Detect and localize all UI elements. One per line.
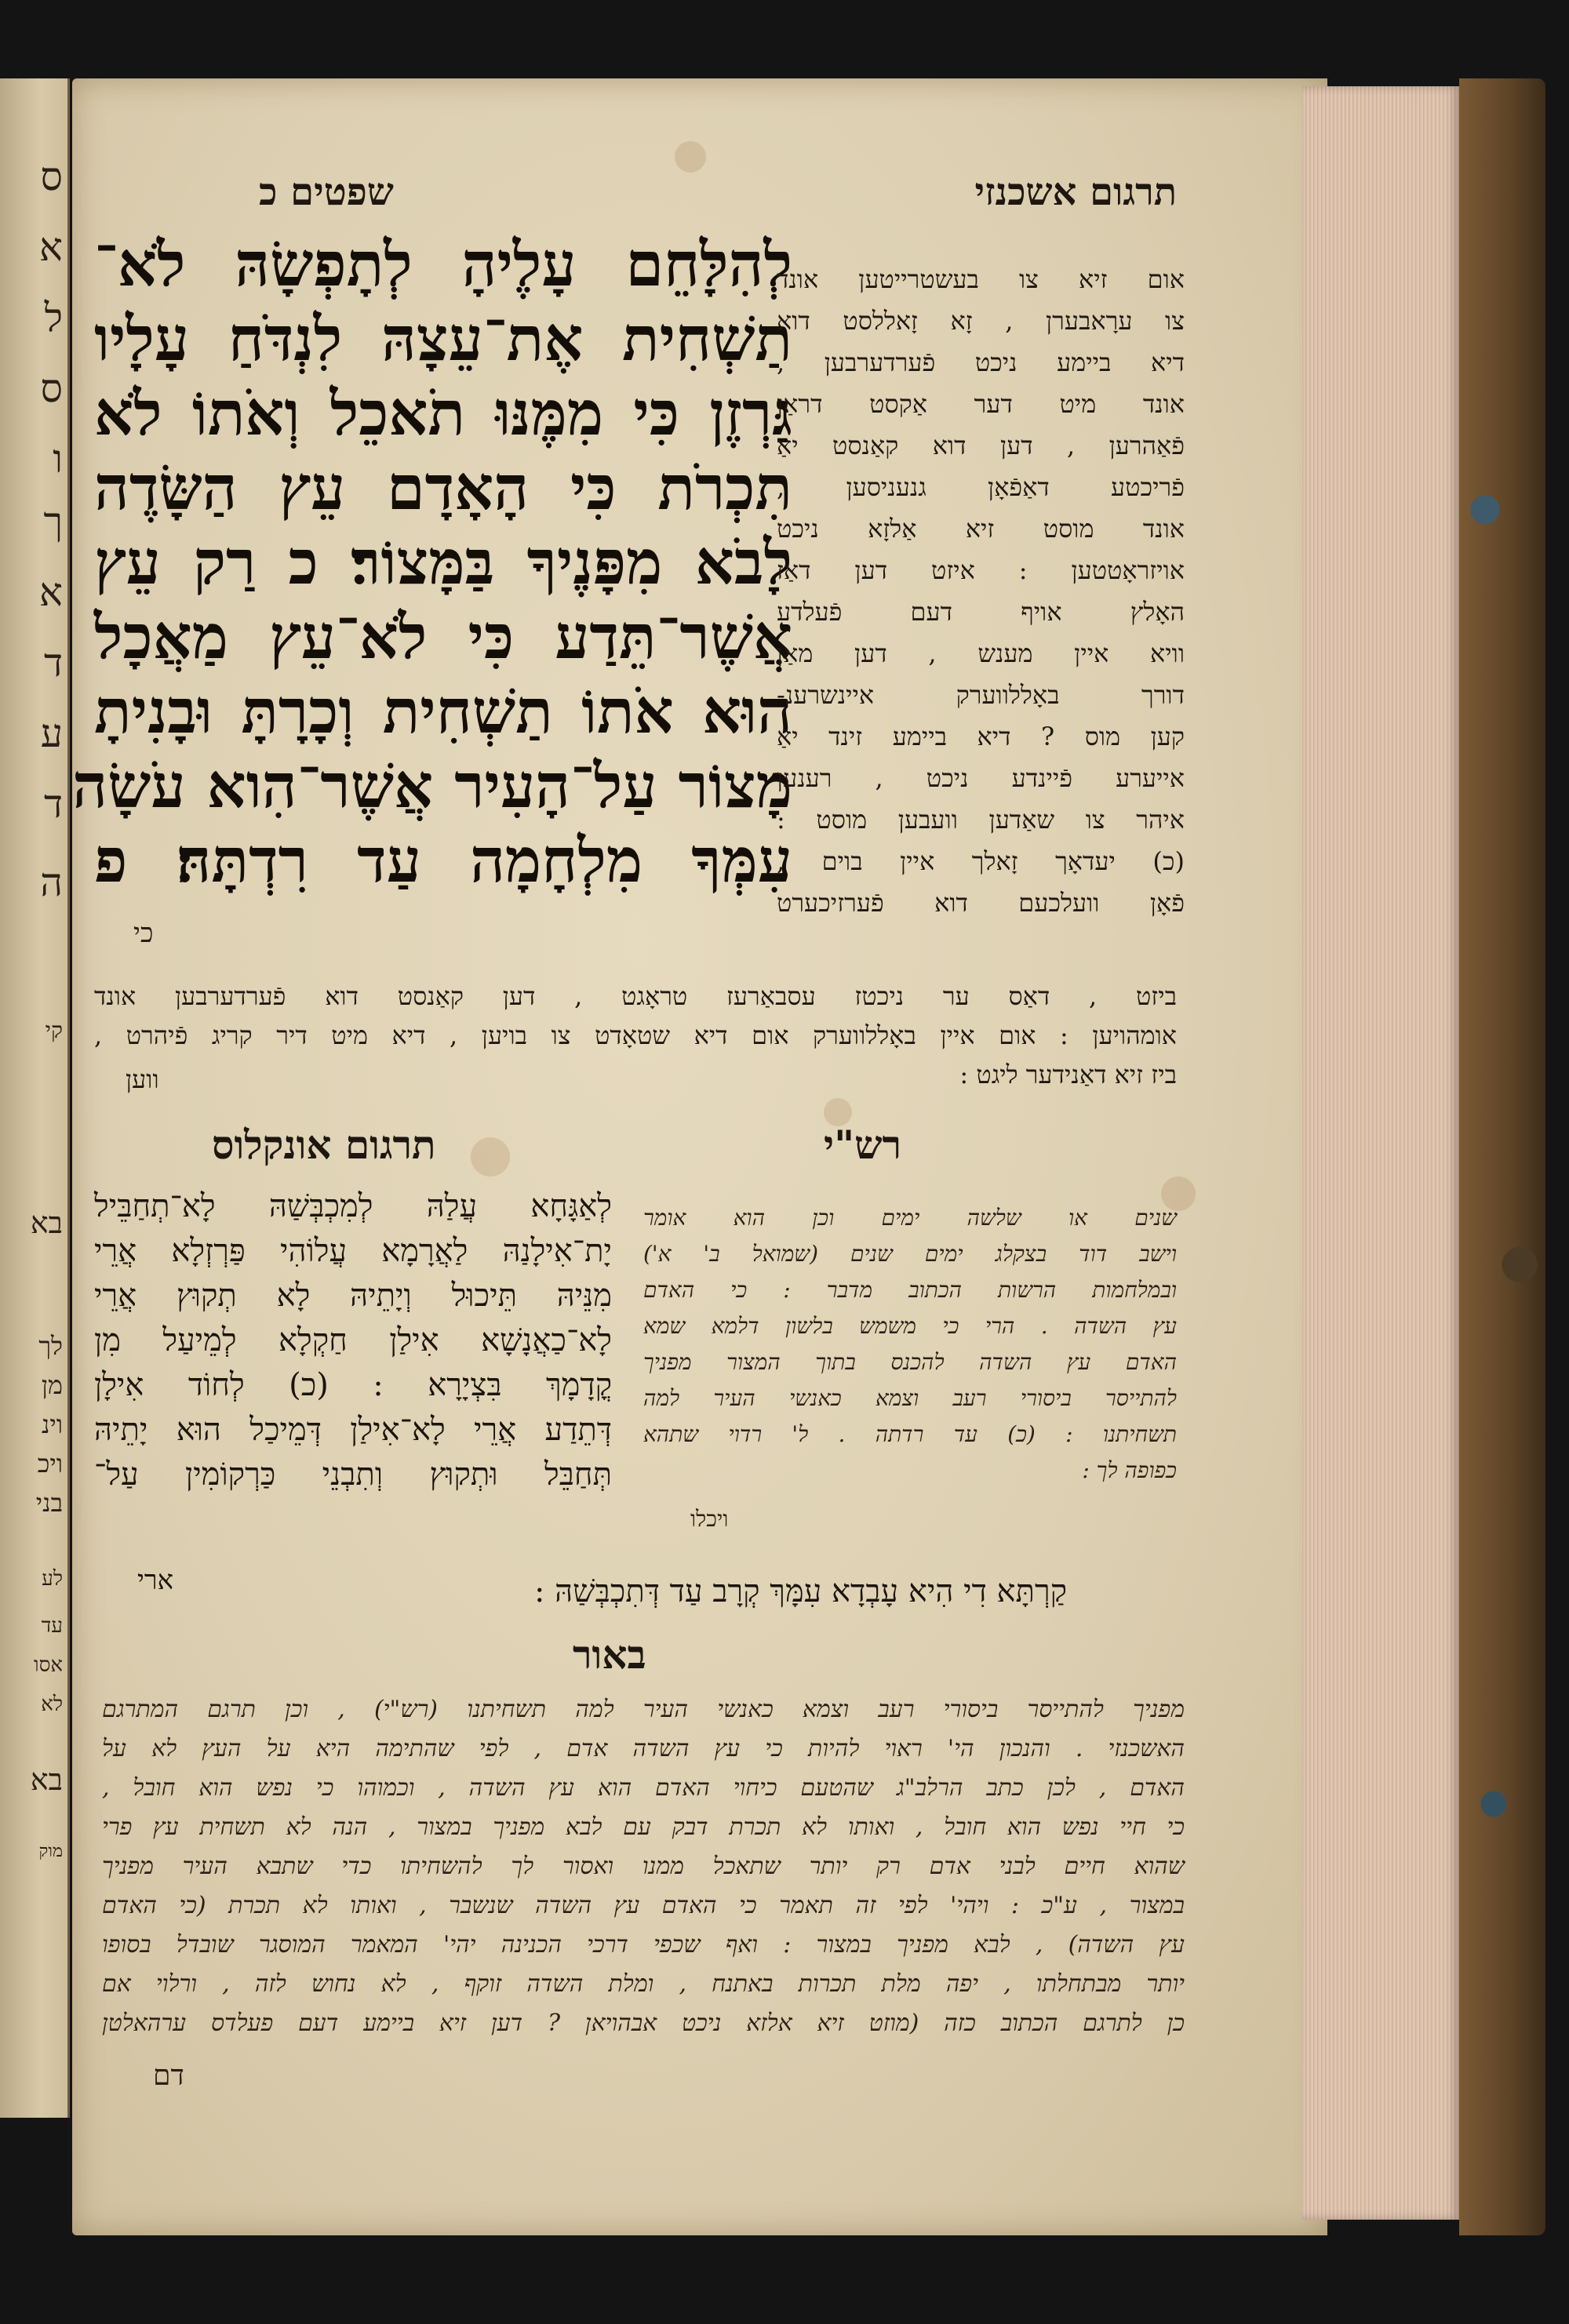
hebrew-line: עִמְּךָ מִלְחָמָה עַד רִדְתָּהּ׃ פ <box>94 825 792 897</box>
targum-full-line: ביז זיא דאַנידער ליגט : <box>959 1060 1177 1089</box>
targum-onkelos <box>94 1184 612 1577</box>
hebrew-line: אֲשֶׁר־תֵּדַע כִּי לֹא־עֵץ מַאֲכָל <box>94 602 792 673</box>
biur-line: במצור , ע"כ : ויהי' לפי זה תאמר כי האדם עץ השדה שנשבר , ואותו לא תכרת (כי האדם <box>102 1892 1185 1919</box>
targum-full-line: אומהויען : אום איין באָללווערק אום דיא שטאָדט צו בויען , דיא מיט דיר קריג פֿיהרט , <box>94 1020 1177 1050</box>
running-head <box>102 165 1185 220</box>
hebrew-line: גַּרְזֶן כִּי מִמֶּנּוּ תֹאכֵל וְאֹתוֹ לֹא <box>94 378 793 449</box>
biur-line: שהוא חיים לבני אדם רק יותר שתאכל ממנו ואסור לך להשחיתו כדי שתבא העיר מפניך <box>102 1853 1185 1880</box>
edge-char: בא <box>30 1206 63 1240</box>
targum-line: אונד מוסט זיא אַלזָא ניכט <box>777 514 1185 544</box>
onkelos-line: יָת־אִילָנַהּ לַאֲרָמָא עֲלוֹהִי פַּרְזְלָא אֲרֵי <box>94 1233 612 1269</box>
edge-char: א <box>38 569 63 615</box>
edge-char: לך <box>38 1331 63 1361</box>
rashi-heading: רש"י <box>824 1122 902 1168</box>
onkelos-line: קֳדָמָךְ בִּצְיָרָא : (כ) לְחוֹד אִילָן <box>94 1367 612 1403</box>
targum-line: (כ) יעדאָך זָאלך איין בוים , <box>777 846 1185 876</box>
targum-line: פֿאַהרען , דען דוא קאַנסט יאַ <box>777 431 1185 460</box>
edge-char: מן <box>41 1370 63 1400</box>
rashi-line: האדם עץ השדה להכנס בתוך המצור מפניך <box>643 1349 1177 1375</box>
edge-char: קי <box>45 1017 63 1043</box>
onkelos-continuation: קַרְתָּא דִי הִיא עָבְדָא עִמָּךְ קְרָב עַד דְּתִכְבְּשַׁהּ : <box>533 1573 1067 1609</box>
biur-commentary <box>102 1690 1185 2082</box>
edge-char: ע <box>40 711 63 756</box>
onkelos-line: לָא־כַאֲנָשָׁא אִילַן חַקְלָא לְמֵיעַל מִן <box>94 1322 612 1358</box>
onkelos-heading: תרגום אונקלוס <box>212 1122 436 1168</box>
rashi-line: עץ השדה . הרי כי משמש בלשון דלמא שמא <box>643 1313 1177 1339</box>
targum-full-line: ביזט , דאַס ער ניכטז עסבאַרעז טראָגט , דען קאַנסט דוא פֿערדערבען אונד <box>94 981 1178 1011</box>
biur-line: האשכנזי . והנכון הי' ראוי להיות כי עץ השדה אדם , לפי שהתימה היא על העץ לא על <box>102 1735 1185 1762</box>
edge-char: ד <box>43 640 63 686</box>
edge-char: בני <box>35 1488 63 1518</box>
edge-char: עד <box>41 1614 63 1638</box>
biur-line: מפניך להתייסר ביסורי רעב וצמא כאנשי העיר למה תשחיתנו (רש"י) , וכן תרגם המתרגם <box>102 1696 1185 1723</box>
rashi-line: וישב דוד בצקלג ימים שנים (שמואל ב' א') <box>643 1241 1177 1267</box>
edge-char: ך <box>43 499 63 544</box>
onkelos-line: לְאַגָּחָא עֲלַהּ לְמִכְבְּשַׁהּ לָא־תְחַבֵּיל <box>94 1188 612 1224</box>
edge-char: ה <box>40 860 63 905</box>
edge-char: אסו <box>33 1653 63 1677</box>
onkelos-line: דְּתֵדַע אֲרֵי לָא־אִילַן דְּמֵיכַל הוּא יָתֵיהּ <box>94 1412 612 1448</box>
edge-char: בא <box>30 1762 63 1797</box>
targum-line: דורך באָללווערק איינשרענ- <box>777 680 1185 710</box>
page-block-edge <box>1302 86 1459 2220</box>
header-targum-title: תרגום אשכנזי <box>974 170 1177 214</box>
edge-char: ס <box>40 366 63 411</box>
targum-line: קען מוס ? דיא ביימע זינד יאַ <box>777 722 1185 751</box>
targum-line: וויא איין מענש , דען מאַן <box>777 638 1185 668</box>
targum-line: אויזראָטטען : איזט דען דאַז <box>777 555 1185 585</box>
biur-line: האדם , לכן כתב הרלב"ג שהטעם כיחוי האדם הוא עץ השדה , וכמוהו כי נפש הוא חובל , <box>102 1774 1185 1802</box>
onkelos-catchword: ארי <box>137 1565 174 1596</box>
previous-page-edge <box>0 78 70 2118</box>
signature-mark: דם <box>153 2060 184 2092</box>
targum-ashkenazi-column <box>777 259 1185 980</box>
targum-line: צו ערָאבערן , זָא זָאללסט דוא <box>777 306 1185 336</box>
targum-line: האָלץ אויף דעם פֿעלדע <box>777 597 1185 627</box>
biur-line: כן לתרגם הכתוב כזה (מוזט זיא אלזא ניכט אבהויאן ? דען זיא ביימע דעם פעלדס ערהאלטן <box>102 2009 1185 2037</box>
edge-char: א <box>38 224 63 270</box>
hebrew-line: לְהִלָּחֵם עָלֶיהָ לְתָפְשָׂהּ לֹא־ <box>94 229 792 300</box>
targum-line: אום זיא צו בעשטרייטען אונד <box>777 264 1185 294</box>
biur-line: כי חיי נפש הוא חובל , ואותו לא תכרת דבק עם לבא מפניך במצור , הנה לא תשחית עץ פרי <box>102 1813 1185 1841</box>
header-book-chapter: שפטים כ <box>259 170 394 214</box>
edge-char: מוק <box>38 1842 63 1861</box>
targum-line: דיא ביימע ניכט פֿערדערבען , <box>777 347 1185 377</box>
rashi-line: כפופה לך : <box>1082 1457 1177 1483</box>
onkelos-line: תְּחַבֵּל וּתְקוּץ וְתִבְנֵי כַּרְקוֹמִין עַל־ <box>94 1457 612 1493</box>
foxing-stain <box>471 1137 510 1177</box>
targum-line: פֿריכטע דאַפֿאָן גנעניסען , <box>777 472 1185 502</box>
targum-line: אייערע פֿיינדע ניכט , רענען <box>777 763 1185 793</box>
marbled-cover <box>1459 78 1545 2235</box>
targum-catchword: ווען <box>126 1064 159 1094</box>
hebrew-line: מָצוֹר עַל־הָעִיר אֲשֶׁר־הִוא עֹשָׂה <box>72 751 792 822</box>
hebrew-line: הוּא אֹתוֹ תַשְׁחִית וְכָרָתָּ וּבָנִיתָ <box>94 676 792 747</box>
edge-char: לע <box>42 1567 63 1591</box>
hebrew-text-block <box>72 227 793 980</box>
rashi-commentary <box>643 1200 1177 1529</box>
hebrew-catchword: כי <box>133 918 154 949</box>
rashi-line: תשחיתנו : (כ) עד רדתה . ל' רדוי שתהא <box>643 1421 1177 1447</box>
rashi-line: ובמלחמות הרשות הכתוב מדבר : כי האדם <box>643 1277 1177 1303</box>
biur-heading: באור <box>573 1631 646 1678</box>
edge-char: ס <box>40 154 63 199</box>
hebrew-line: תַשְׁחִית אֶת־עֵצָהּ לִנְדֹּחַ עָלָיו <box>94 304 792 375</box>
edge-char: ויכ <box>37 1449 63 1478</box>
targum-line: פֿאָן וועלכעם דוא פֿערזיכערט <box>777 888 1185 918</box>
hebrew-line: תִכְרֹת כִּי הָאָדָם עֵץ הַשָּׂדֶה <box>94 453 792 524</box>
biur-line: יותר מבתחלתו , יפה מלת תכרות באתנח , ומלת השדה זוקף , לא נחוש לזה , ורלוי אם <box>102 1970 1185 1998</box>
targum-ashkenazi-continuation <box>94 977 1177 1094</box>
edge-char: לא <box>41 1693 63 1716</box>
rashi-catchword: ויכלו <box>690 1506 729 1532</box>
rashi-line: להתייסר ביסורי רעב וצמא כאנשי העיר למה <box>643 1385 1177 1411</box>
onkelos-line: מִנֵּיהּ תֵּיכוּל וְיָתֵיהּ לָא תְקוּץ אֲרֵי <box>94 1278 612 1314</box>
edge-char: ל <box>44 295 63 340</box>
hebrew-line: לָבֹא מִפָּנֶיךָ בַּמָּצוֹר׃ כ רַק עֵץ <box>94 527 792 598</box>
edge-char: ד <box>43 781 63 827</box>
edge-char: וינ <box>42 1409 63 1439</box>
edge-char: ו <box>53 436 63 482</box>
targum-line: אונד מיט דער אַקסט דראַן <box>777 389 1185 419</box>
targum-line: איהר צו שאַדען וועבען מוסט : <box>777 805 1185 835</box>
biur-line: עץ השדה) , לבא מפניך במצור : ואף שכפי דרכי הכנינה יהי' המאמר המוסגר שובדל בסופו <box>102 1931 1185 1958</box>
rashi-line: שנים או שלשה ימים וכן הוא אומר <box>643 1205 1177 1231</box>
